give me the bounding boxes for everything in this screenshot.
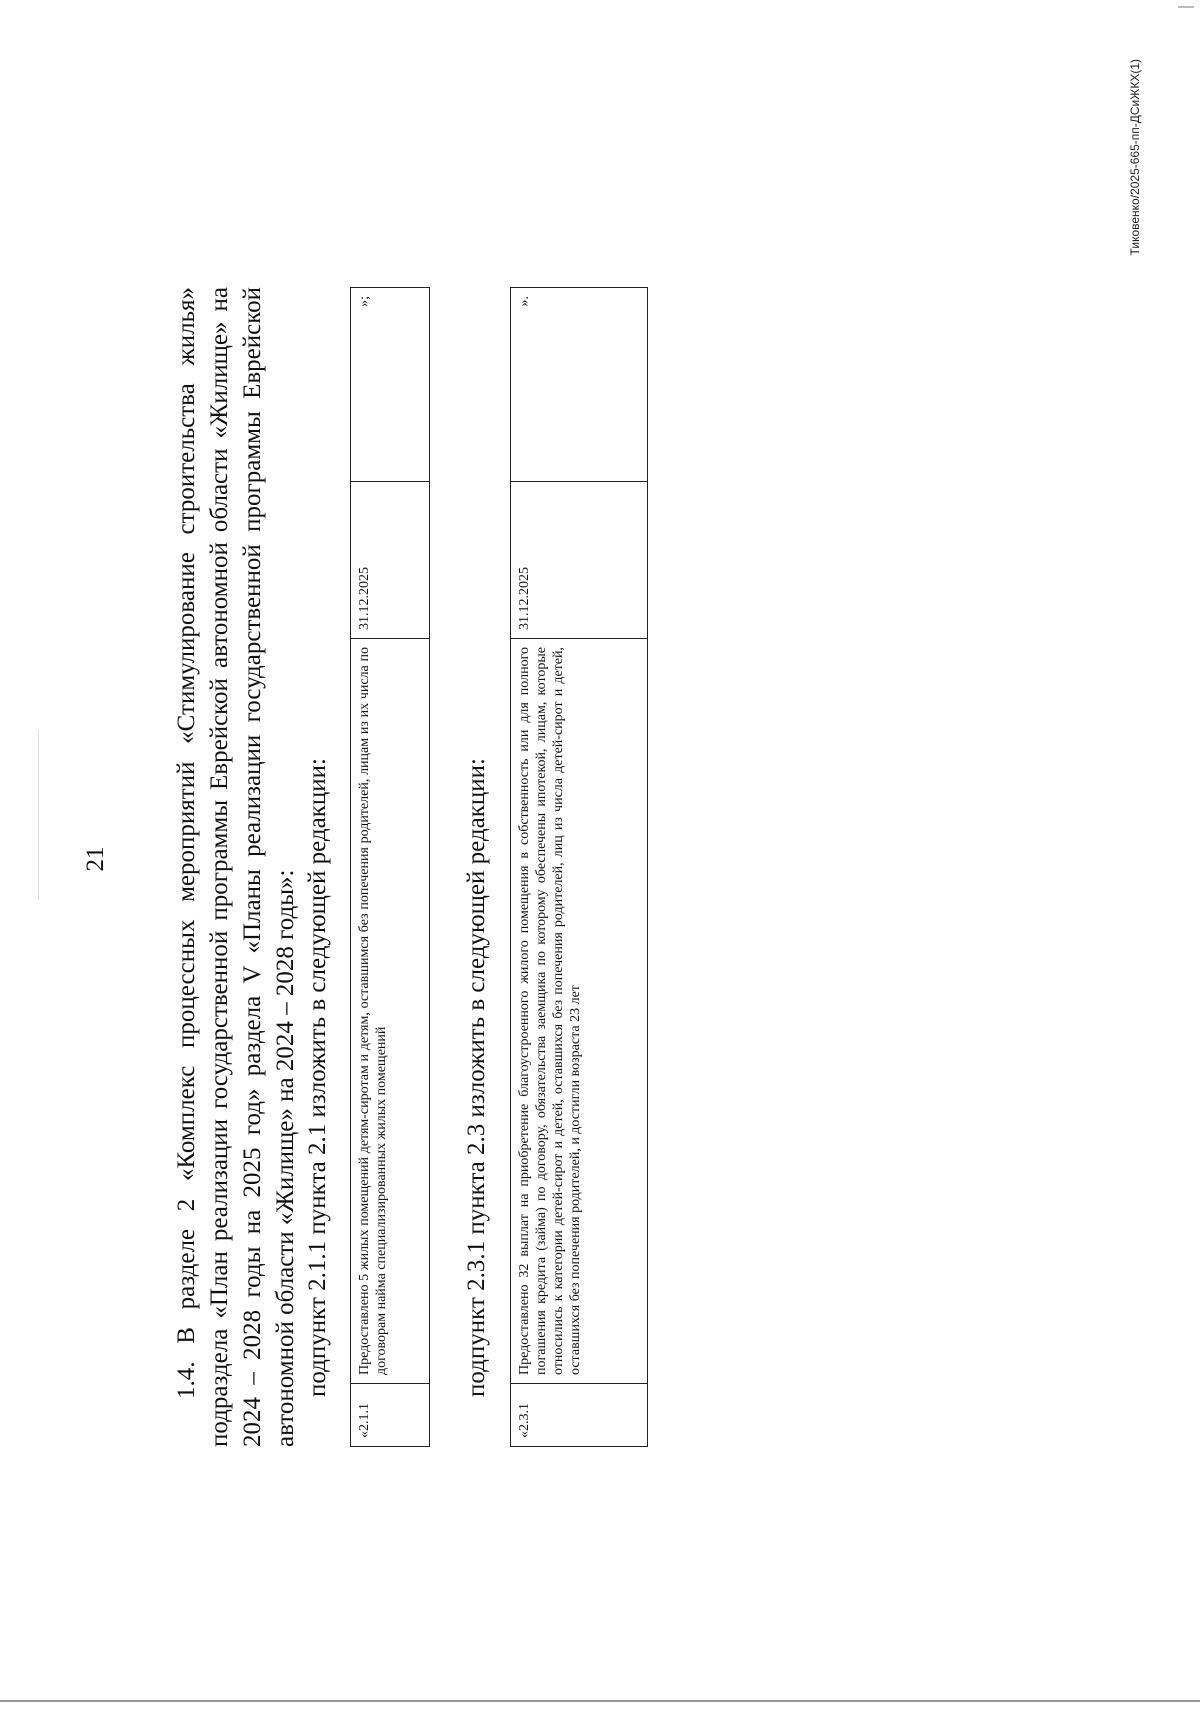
subsection-heading-2-3-1: подпункт 2.3.1 пункта 2.3 изложить в следующей редакции: (463, 758, 490, 1397)
table-2-3-1 (510, 287, 648, 1447)
row-date-cell: 31.12.2025 (351, 482, 430, 639)
table-row (511, 288, 648, 1447)
intro-paragraph: 1.4. В разделе 2 «Комплекс процессных мероприятий «Стимулирование строительства жилья» подраздела «План реализации государственной программы Еврейской автономной области «Жилище» на 2024 – 2028 годы на 2025 год» раздела V «Планы реализации государственной программы Еврейской автономной области «Жилище» на 2024 – 2028 годы»: (173, 287, 299, 1447)
row-closing-cell: ». (511, 288, 648, 482)
row-date-cell: 31.12.2025 (511, 482, 648, 639)
document-id-footer: Тиковенко/2025-665-пп-ДСиЖКХ(1) (1128, 59, 1142, 256)
row-number-cell: «2.3.1 (511, 1384, 648, 1447)
table-2-1-1 (350, 287, 430, 1447)
row-description-cell: Предоставлено 5 жилых помещений детям-сиротам и детям, оставшимся без попечения родителей, лицам из их числа по договорам найма специализированных жилых помещений (351, 639, 430, 1384)
row-description-cell: Предоставлено 32 выплат на приобретение благоустроенного жилого помещения в собственность или для полного погашения кредита (займа) по договору, обязательства заемщика по которому обеспечены ипотекой, лицам, которые относились к категории детей-сирот и детей, оставшихся без попечения родителей, лиц из числа детей-сирот и детей, оставшихся без попечения родителей, и достигли возраста 23 лет (511, 639, 648, 1384)
page-number: 21 (82, 846, 109, 872)
table-row (351, 288, 430, 1447)
row-closing-cell: »; (351, 288, 430, 482)
row-number-cell: «2.1.1 (351, 1384, 430, 1447)
subsection-heading-2-1-1: подпункт 2.1.1 пункта 2.1 изложить в следующей редакции: (304, 758, 331, 1397)
